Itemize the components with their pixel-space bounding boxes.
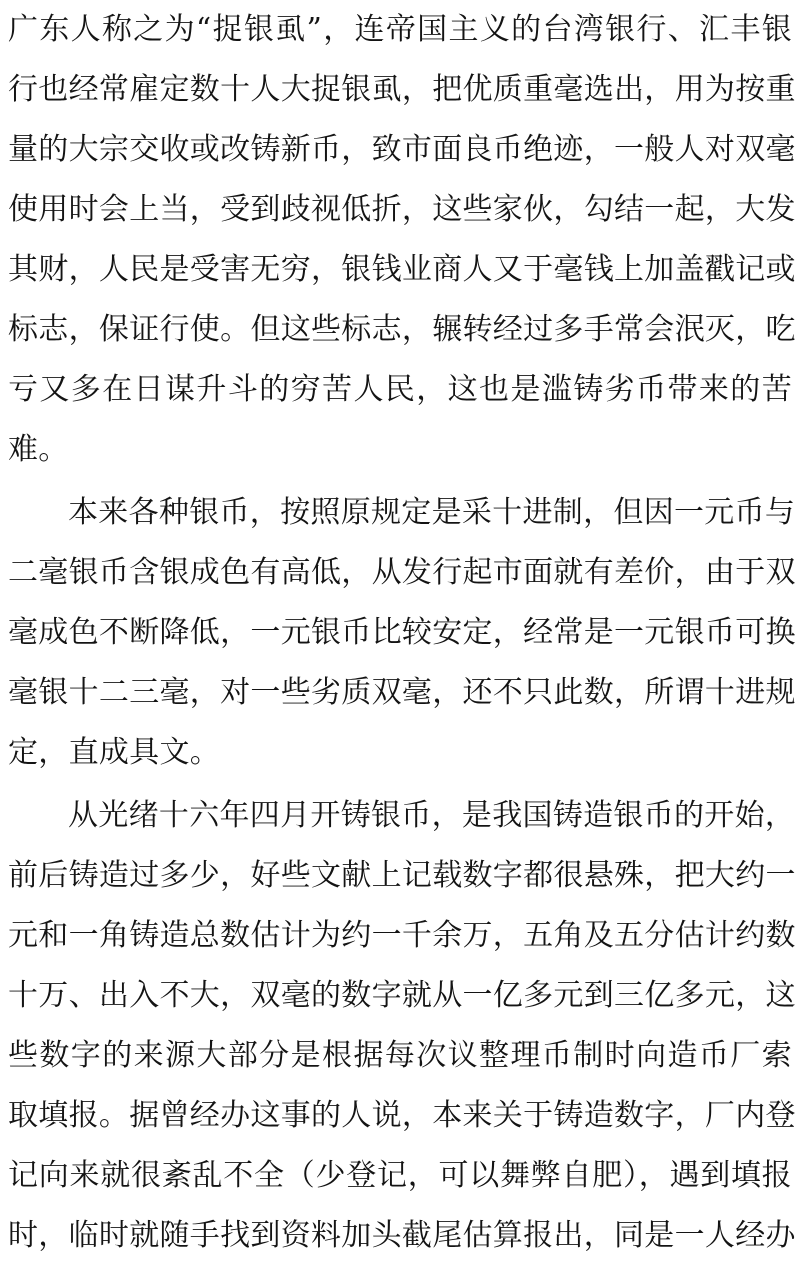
- text-line: 取填报。据曾经办这事的人说，本来关于铸造数字，厂内登: [8, 1098, 796, 1133]
- text-line: 量的大宗交收或改铸新币，致市面良币绝迹，一般人对双毫: [8, 132, 796, 167]
- text-line: 十万、出入不大，双毫的数字就从一亿多元到三亿多元，这: [8, 978, 796, 1013]
- text-line: 前后铸造过多少，好些文献上记载数字都很悬殊，把大约一: [8, 858, 796, 893]
- paragraph-first-line: 本来各种银币，按照原规定是采十进制，但因一元币与: [68, 495, 796, 530]
- text-line: 广东人称之为“捉银虱”，连帝国主义的台湾银行、汇丰银: [8, 12, 792, 47]
- text-line: 毫成色不断降低，一元银币比较安定，经常是一元银币可换: [8, 615, 796, 650]
- text-line: 时，临时就随手找到资料加头截尾估算报出，同是一人经办: [8, 1218, 796, 1253]
- text-line: 二毫银币含银成色有高低，从发行起市面就有差价，由于双: [8, 555, 796, 590]
- text-line: 毫银十二三毫，对一些劣质双毫，还不只此数，所谓十进规: [8, 675, 796, 710]
- text-line: 些数字的来源大部分是根据每次议整理币制时向造币厂索: [8, 1038, 792, 1073]
- text-line: 其财，人民是受害无穷，银钱业商人又于毫钱上加盖戳记或: [8, 252, 796, 287]
- text-line: 亏又多在日谋升斗的穷苦人民，这也是滥铸劣币带来的苦: [8, 372, 792, 407]
- paragraph-first-line: 从光绪十六年四月开铸银币，是我国铸造银币的开始，: [68, 798, 796, 833]
- text-line: 使用时会上当，受到歧视低折，这些家伙，勾结一起，大发: [8, 192, 796, 227]
- text-line: 定，直成具文。: [8, 735, 221, 770]
- text-line: 记向来就很紊乱不全（少登记，可以舞弊自肥），遇到填报: [8, 1158, 792, 1193]
- text-line: 行也经常雇定数十人大捉银虱，把优质重毫选出，用为按重: [8, 72, 796, 107]
- text-line: 元和一角铸造总数估计为约一千余万，五角及五分估计约数: [8, 918, 796, 953]
- text-line: 难。: [8, 432, 69, 467]
- text-line: 标志，保证行使。但这些标志，辗转经过多手常会泯灭，吃: [8, 312, 796, 347]
